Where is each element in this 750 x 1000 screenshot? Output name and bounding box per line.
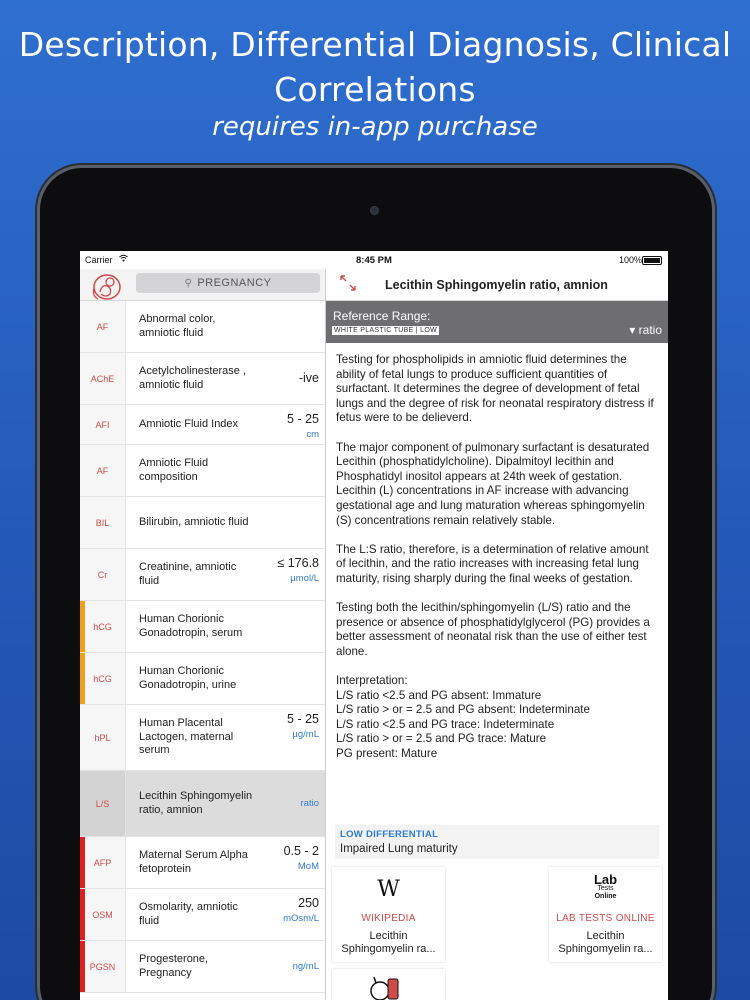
list-item[interactable] [80, 301, 325, 353]
list-item[interactable] [80, 941, 325, 993]
status-stripe [80, 601, 85, 652]
list-item[interactable] [80, 405, 325, 445]
description-paragraph: Testing for phospholipids in amniotic fluid determines the ability of fetal lungs to produce sufficient quantities of surfactant. It determines the degree of development of fetal lungs and the degree of risk for neonatal respiratory distress if fetus were to be delieverd. [336, 353, 654, 425]
detail-header [326, 269, 668, 301]
list-item-abbr: AFI [80, 405, 126, 444]
hero-title: Description, Differential Diagnosis, Clinical Correlations [18, 25, 732, 109]
list-item[interactable] [80, 353, 325, 405]
carrier-label: Carrier [85, 255, 113, 265]
status-stripe [80, 889, 85, 940]
wikipedia-card[interactable] [332, 867, 445, 962]
low-differential[interactable] [335, 825, 659, 859]
card-source: WIKIPEDIA [361, 913, 416, 924]
list-item-name: Abnormal color, amniotic fluid [139, 313, 216, 339]
reference-range-bar [326, 301, 668, 343]
list-item-value: ≤ 176.8 [277, 556, 319, 570]
fetus-icon[interactable] [90, 272, 124, 302]
list-item-unit: ratio [300, 798, 319, 809]
list-item-name: Acetylcholinesterase , amniotic fluid [139, 365, 246, 391]
list-item-unit: cm [306, 429, 319, 440]
detail-title: Lecithin Sphingomyelin ratio, amnion [385, 278, 608, 292]
app-screen [80, 251, 668, 1000]
third-card[interactable] [332, 969, 445, 1000]
battery-icon [642, 256, 662, 265]
description-paragraph: The L:S ratio, therefore, is a determination of relative amount of lecithin, and the ratio increases with increasing fetal lung maturity, rising sharply during the final weeks of gestation. [336, 542, 649, 585]
reference-range-label: Reference Range: [333, 309, 431, 323]
list-item[interactable] [80, 889, 325, 941]
wifi-icon [119, 254, 128, 264]
list-header [80, 269, 325, 301]
calculator-icon [368, 975, 404, 1000]
list-item-name: Progesterone, Pregnancy [139, 953, 209, 979]
list-item-unit: µmol/L [290, 573, 319, 584]
description [326, 343, 668, 762]
description-paragraph: Testing both the lecithin/sphingomyelin (L/S) ratio and the presence or absence of phosphatidylglycerol (PG) provides a better assessment of neonatal risk than the use of either test alone. [336, 601, 650, 658]
list-item[interactable] [80, 549, 325, 601]
list-item-abbr: hCG [80, 601, 126, 652]
hero-subtitle: requires in-app purchase [212, 112, 538, 142]
search-query: PREGNANCY [197, 277, 272, 289]
status-stripe [80, 941, 85, 992]
lab-tests-online-logo: Lab Tests Online [593, 872, 618, 900]
list-item-abbr: AFP [80, 837, 126, 888]
list-item[interactable] [80, 705, 325, 771]
status-stripe [80, 653, 85, 704]
list-item-abbr: Cr [80, 549, 126, 600]
card-title: Lecithin Sphingomyelin ra... [341, 930, 436, 955]
list-item[interactable] [80, 771, 325, 837]
list-item-abbr: PGSN [80, 941, 126, 992]
lab-tests-online-card[interactable] [549, 867, 662, 962]
list-item-name: Osmolarity, amniotic fluid [139, 901, 238, 927]
status-bar [80, 251, 668, 269]
list-item-unit: mOsm/L [283, 913, 319, 924]
list-item-value: 0.5 - 2 [283, 844, 319, 858]
list-item[interactable] [80, 497, 325, 549]
list-item-abbr: L/S [80, 771, 126, 836]
test-list [80, 301, 325, 993]
list-item-name: Human Chorionic Gonadotropin, serum [139, 613, 243, 639]
list-item-abbr: hPL [80, 705, 126, 770]
tube-badge: WHITE PLASTIC TUBE | LOW [334, 327, 438, 334]
list-item-name: Bilirubin, amniotic fluid [139, 515, 249, 528]
list-item-unit: µg/mL [292, 729, 319, 740]
list-item[interactable] [80, 445, 325, 497]
clock: 8:45 PM [356, 255, 392, 266]
list-item-abbr: OSM [80, 889, 126, 940]
list-item-value: -ive [298, 371, 319, 385]
list-item-name: Maternal Serum Alpha fetoprotein [139, 849, 248, 875]
list-item[interactable] [80, 653, 325, 705]
list-item-name: Lecithin Sphingomyelin ratio, amnion [139, 790, 253, 816]
low-differential-title: LOW DIFFERENTIAL [340, 829, 439, 840]
list-item-abbr: AChE [80, 353, 126, 404]
list-item-name: Human Placental Lactogen, maternal serum [139, 717, 234, 757]
list-item-name: Creatinine, amniotic fluid [139, 561, 237, 587]
list-item[interactable] [80, 837, 325, 889]
card-source: LAB TESTS ONLINE [556, 913, 655, 924]
detail-panel [326, 269, 668, 1000]
search-field[interactable] [136, 273, 320, 293]
list-item-abbr: AF [80, 445, 126, 496]
list-item-abbr: BIL [80, 497, 126, 548]
list-item-value: 5 - 25 [287, 712, 319, 726]
list-item-unit: ng/mL [292, 961, 319, 972]
list-item-abbr: hCG [80, 653, 126, 704]
test-list-panel [80, 269, 326, 1000]
list-item[interactable] [80, 601, 325, 653]
expand-icon[interactable] [340, 275, 356, 295]
battery-percent: 100% [619, 255, 643, 265]
low-differential-value: Impaired Lung maturity [340, 843, 458, 855]
list-item-name: Amniotic Fluid Index [139, 417, 239, 430]
list-item-unit: MoM [297, 861, 319, 872]
list-item-name: Human Chorionic Gonadotropin, urine [139, 665, 237, 691]
search-icon: ⚲ [184, 278, 193, 289]
list-item-name: Amniotic Fluid composition [139, 457, 209, 483]
status-stripe [80, 837, 85, 888]
camera [370, 206, 379, 215]
card-title: Lecithin Sphingomyelin ra... [558, 930, 653, 955]
description-paragraph: The major component of pulmonary surfactant is desaturated Lecithin (phosphatidylcholine). Dipalmitoyl lecithin and Phosphatidyl inositol appears at 24th week of gestation. Lecithin (L) concentrations in AF increase with advancing gestational age and lung maturation whereas sphingomyelin (S) concentrations remain relatively stable. [336, 440, 650, 527]
interpretation: Interpretation: L/S ratio <2.5 and PG absent: Immature L/S ratio > or = 2.5 and PG absent: Indeterminate L/S ratio <2.5 and PG trace: Indeterminate L/S ratio > or = 2.5 and PG trace: Mature PG present: Mature [336, 674, 590, 761]
list-item-value: 250 [298, 896, 319, 910]
unit-selector[interactable]: ▾ ratio [629, 323, 662, 337]
list-item-abbr: AF [80, 301, 126, 352]
wikipedia-logo: W [377, 877, 400, 902]
list-item-value: 5 - 25 [287, 412, 319, 426]
